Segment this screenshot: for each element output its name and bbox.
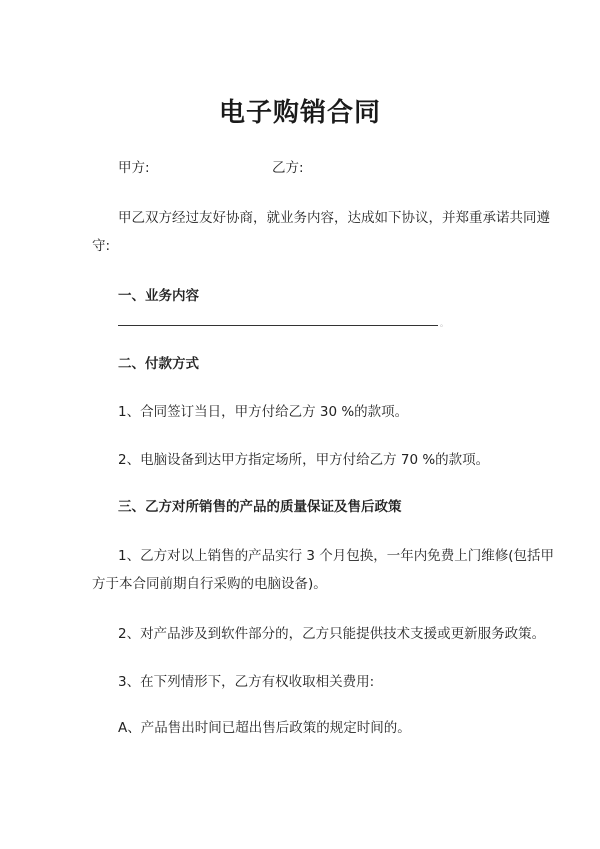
warranty-item-3: 3、在下列情形下，乙方有权收取相关费用: xyxy=(118,674,375,690)
warranty-item-a: A、产品售出时间已超出售后政策的规定时间的。 xyxy=(118,720,411,736)
section-3-heading: 三、乙方对所销售的产品的质量保证及售后政策 xyxy=(118,499,402,515)
party-b-label: 乙方: xyxy=(272,160,304,176)
intro-paragraph-line-2: 守: xyxy=(92,238,111,254)
blank-fill-line xyxy=(118,325,438,326)
blank-fill-line-mark: 。 xyxy=(440,319,448,328)
warranty-item-2: 2、对产品涉及到软件部分的，乙方只能提供技术支援或更新服务政策。 xyxy=(118,626,546,642)
warranty-item-1-line-1: 1、乙方对以上销售的产品实行 3 个月包换，一年内免费上门维修(包括甲 xyxy=(118,548,555,564)
party-a-label: 甲方: xyxy=(118,160,150,176)
warranty-item-1-line-2: 方于本合同前期自行采购的电脑设备)。 xyxy=(92,576,327,592)
payment-item-2: 2、电脑设备到达甲方指定场所，甲方付给乙方 70 %的款项。 xyxy=(118,452,490,468)
payment-item-1: 1、合同签订当日，甲方付给乙方 30 %的款项。 xyxy=(118,404,409,420)
section-2-heading: 二、付款方式 xyxy=(118,356,199,372)
document-title: 电子购销合同 xyxy=(218,98,381,128)
intro-paragraph-line-1: 甲乙双方经过友好协商，就业务内容，达成如下协议，并郑重承诺共同遵 xyxy=(118,210,550,226)
section-1-heading: 一、业务内容 xyxy=(118,288,199,304)
